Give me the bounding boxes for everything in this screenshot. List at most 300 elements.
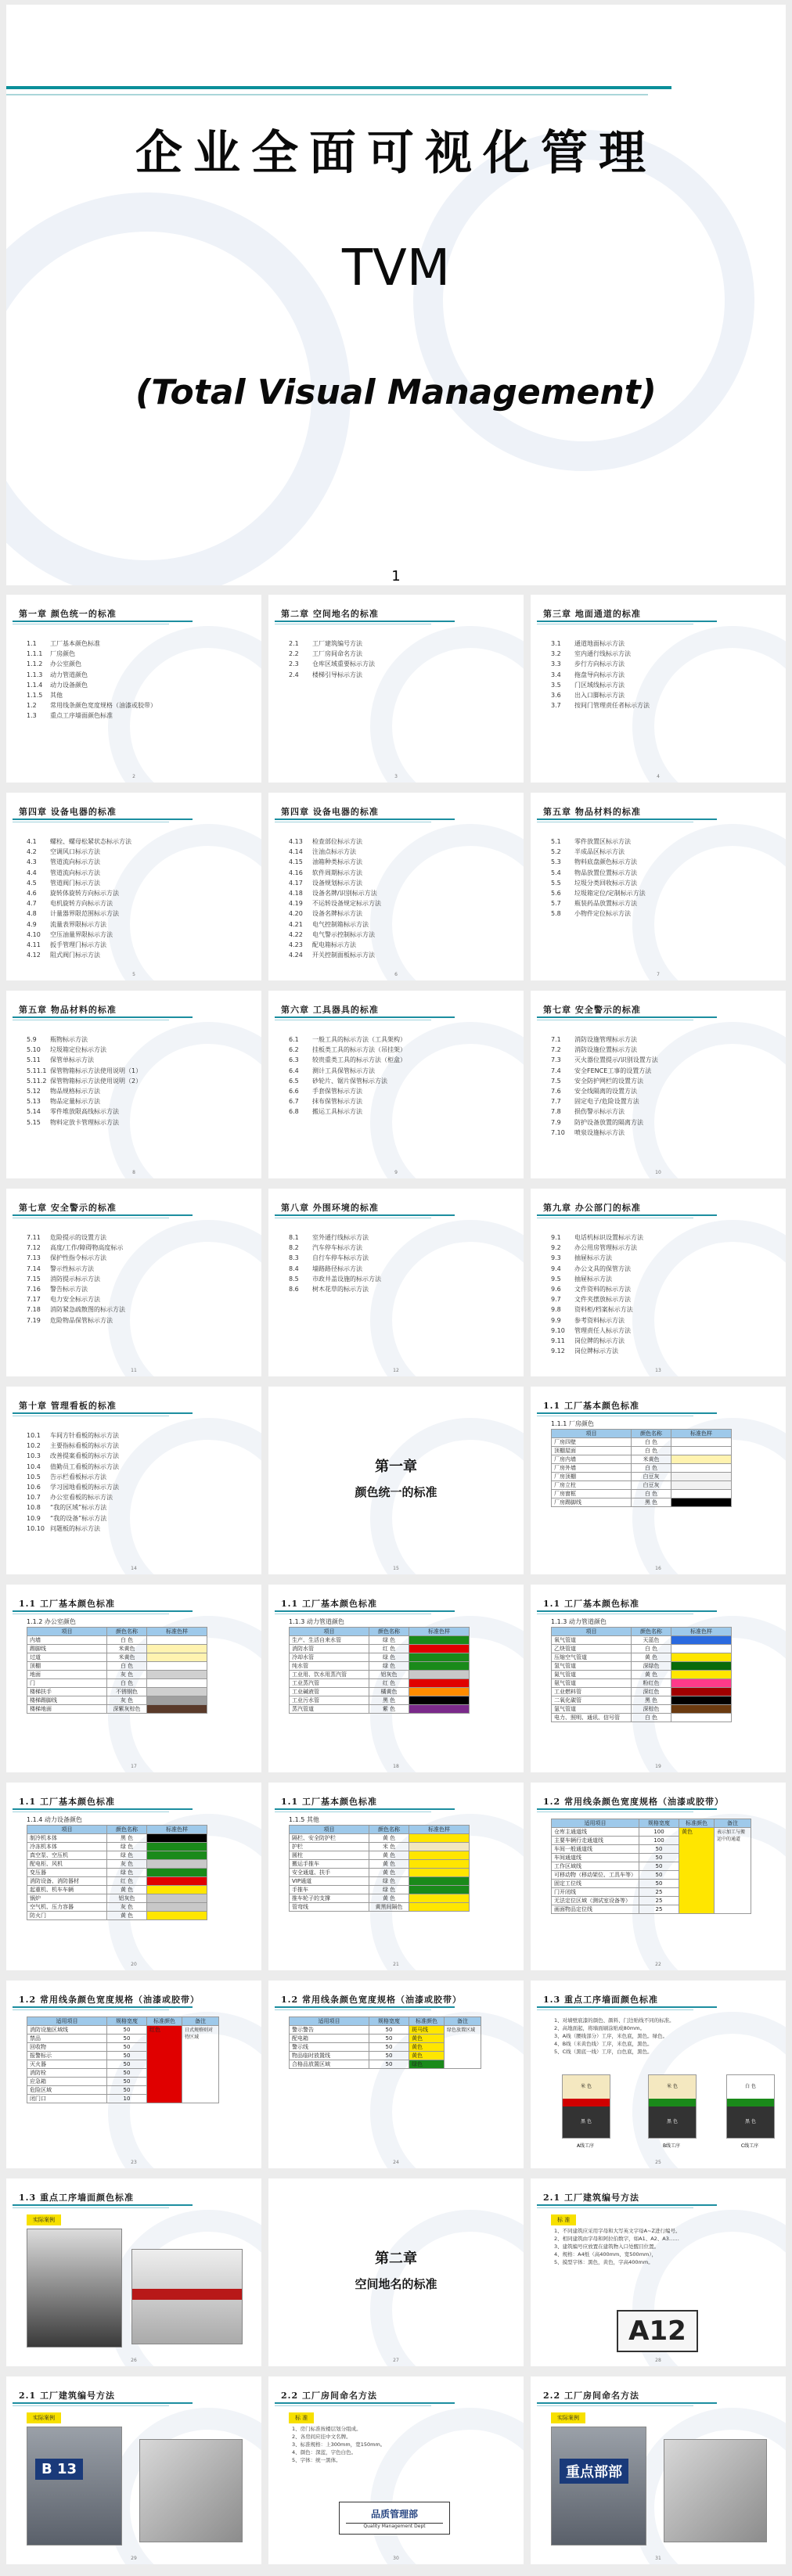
cell-item: 氨气管道: [552, 1679, 632, 1688]
toc-number: 5.2: [551, 848, 561, 856]
slide: [6, 1387, 261, 1574]
cell-swatch: [671, 1688, 732, 1696]
toc-label: 电气控制箱标示方法: [312, 920, 369, 928]
slide: [268, 2178, 524, 2366]
toc-item: [27, 888, 131, 898]
toc-label: 管道阀门标示方法: [50, 879, 100, 887]
cell-value: 黑 色: [632, 1696, 671, 1705]
toc-item: [27, 1451, 119, 1461]
table-row: [552, 1714, 732, 1722]
cell-value: 绿 色: [369, 1636, 409, 1645]
toc-item: [289, 908, 381, 919]
cell-item: 锅炉: [27, 1894, 107, 1903]
toc-label: 扳手管理门标示方法: [50, 941, 106, 949]
cell-item: 乙炔管道: [552, 1645, 632, 1653]
header-rule: [537, 2006, 717, 2008]
cell-swatch: [147, 1834, 207, 1843]
toc-number: 2.2: [289, 650, 299, 658]
cell-value: 天蓝色: [632, 1636, 671, 1645]
toc-item: [289, 1232, 381, 1243]
toc-item: [27, 639, 157, 649]
cell-value: 深紫灰棕色: [107, 1705, 147, 1714]
toc-item: [551, 680, 650, 690]
wall-band-stripe: [563, 2099, 610, 2106]
wall-band-label: 米 色: [649, 2075, 696, 2099]
toc-number: 3.1: [551, 640, 561, 647]
toc-label: 瓶物标示方法: [50, 1036, 88, 1043]
table-row: [27, 1688, 207, 1696]
column-header: 适用项目: [27, 2017, 107, 2026]
cell-item: 厂房顶棚: [552, 1473, 632, 1481]
toc-label: 砂轮片、锯片保管标示方法: [312, 1077, 387, 1085]
cell-value: 米黄色: [107, 1645, 147, 1653]
header-rule: [275, 1016, 455, 1018]
header-rule: [13, 1016, 193, 1018]
cell-item: 厂房内墙: [552, 1455, 632, 1464]
toc-label: 消防紧急疏散图的标示方法: [50, 1306, 125, 1314]
cell-value: 铝灰色: [107, 1894, 147, 1903]
header-rule: [13, 1214, 193, 1216]
toc-label: 垃圾箱定位/定制标示方法: [574, 890, 646, 898]
toc-item: [551, 888, 646, 898]
cell-item: 蒸汽管道: [290, 1705, 369, 1714]
cell-value: 深棕色: [632, 1705, 671, 1714]
cell-item: 楼梯地面: [27, 1705, 107, 1714]
table-row: [552, 1662, 732, 1671]
cell-item: 氮气管道: [552, 1671, 632, 1679]
toc-label: 设备名牌标示方法: [312, 910, 362, 918]
toc-label: 电话机标识设置标示方法: [574, 1234, 643, 1241]
toc-label: 设备名牌/识别标示方法: [312, 890, 377, 898]
toc-number: 5.8: [551, 910, 561, 918]
page-number: 27: [393, 2358, 399, 2363]
column-header: 颜色名称: [632, 1628, 671, 1636]
column-header: 颜色名称: [107, 1826, 147, 1834]
toc-number: 7.3: [551, 1056, 561, 1064]
toc-label: 物品放置位置标示方法: [574, 869, 637, 876]
toc-number: 4.5: [27, 879, 37, 887]
cell-value: 50: [369, 2060, 409, 2069]
cell-color: 黄色: [679, 1828, 715, 1914]
cell-swatch: [409, 1636, 470, 1645]
sign-text: 重点部部: [560, 2459, 628, 2484]
cell-value: 白 色: [632, 1490, 671, 1498]
toc-number: 4.24: [289, 952, 303, 959]
cell-swatch: [409, 1860, 470, 1869]
toc-label: 固定电子/危险设置方法: [574, 1098, 639, 1106]
steps-list: [292, 2425, 385, 2464]
slide: [6, 1585, 261, 1772]
toc-item: [27, 930, 131, 940]
slide-header: 1.2 常用线条颜色宽度规格（油漆或胶带）: [19, 1995, 200, 2005]
cell-item: 主要车辆行走通道线: [552, 1837, 639, 1845]
toc-number: 5.11: [27, 1056, 41, 1064]
slide: [6, 991, 261, 1178]
toc-item: [289, 898, 381, 908]
toc-label: 岗位牌的标示方法: [574, 1337, 625, 1345]
cell-item: 内墙: [27, 1636, 107, 1645]
column-header: 颜色名称: [369, 1826, 409, 1834]
toc-list: [551, 1034, 658, 1138]
toc-item: [289, 1086, 406, 1096]
toc-item: [289, 1106, 406, 1117]
toc-list: [551, 1232, 643, 1356]
cell-item: 厂房外墙: [552, 1464, 632, 1473]
column-header: 标准色样: [409, 1826, 470, 1834]
cell-item: 警示线: [290, 2043, 369, 2052]
cell-swatch: [409, 1886, 470, 1894]
toc-number: 6.7: [289, 1098, 299, 1106]
toc-label: 开关控制面板标示方法: [312, 952, 375, 959]
header-rule: [275, 1808, 455, 1810]
page-number: 9: [394, 1170, 398, 1175]
slide-header: 1.1 工厂基本颜色标准: [19, 1797, 115, 1807]
column-header: 标准颜色: [409, 2017, 445, 2026]
slide: [531, 2376, 786, 2564]
page-number: 5: [132, 972, 135, 977]
cell-item: 配电箱: [290, 2035, 369, 2043]
column-header: 标准色样: [409, 1628, 470, 1636]
column-header: 规格宽度: [369, 2017, 409, 2026]
toc-label: 改善提案看板的标示方法: [50, 1452, 119, 1460]
cell-value: 黄 色: [107, 1912, 147, 1920]
table-row: [27, 1671, 207, 1679]
table-row: [552, 1671, 732, 1679]
table-row: [27, 1843, 207, 1851]
toc-number: 7.13: [27, 1254, 41, 1262]
toc-number: 4.11: [27, 941, 41, 949]
toc-number: 8.4: [289, 1265, 299, 1272]
toc-label: 重点工序墙面颜色标准: [50, 712, 113, 720]
header-rule: [13, 1412, 193, 1414]
toc-item: [27, 711, 157, 721]
toc-label: 安全防护网栏的设置方法: [574, 1077, 643, 1085]
toc-number: 8.3: [289, 1254, 299, 1262]
toc-number: 4.17: [289, 879, 303, 887]
table-row: [290, 1679, 470, 1688]
cell-value: 黄 色: [107, 1886, 147, 1894]
toc-number: 9.11: [551, 1337, 565, 1345]
table-header-row: [552, 1430, 732, 1438]
table-header-row: [290, 1826, 470, 1834]
watermark-circle: [108, 1418, 261, 1574]
slide-header: 第十章 管理看板的标准: [19, 1401, 117, 1411]
toc-item: [551, 836, 646, 847]
toc-label: 抽屉标示方法: [574, 1254, 612, 1262]
cell-item: 顶棚: [27, 1662, 107, 1671]
table-row: [27, 1834, 207, 1843]
toc-label: 汽车停车标示方法: [312, 1244, 362, 1252]
table-row: [552, 1828, 751, 1837]
toc-list: [27, 836, 131, 960]
cell-item: 真空泵、空压机: [27, 1851, 107, 1860]
toc-label: 消防设施管理标示方法: [574, 1036, 637, 1043]
cell-swatch: [671, 1490, 732, 1498]
cell-swatch: [409, 1869, 470, 1877]
toc-number: 3.5: [551, 681, 561, 689]
toc-item: [289, 1274, 381, 1284]
slide-header: 2.2 工厂房间命名方法: [281, 2391, 377, 2401]
cell-item: 搬运手推车: [290, 1860, 369, 1869]
toc-number: 3.2: [551, 650, 561, 658]
toc-item: [551, 1086, 658, 1096]
slide: [6, 793, 261, 980]
page-number: 30: [393, 2556, 399, 2561]
toc-number: 3.7: [551, 702, 561, 710]
column-header: 项目: [290, 1826, 369, 1834]
cell-value: 50: [639, 1862, 679, 1871]
cell-swatch: [671, 1679, 732, 1688]
cell-item: 厂房踢脚线: [552, 1498, 632, 1507]
table-row: [552, 1447, 732, 1455]
toc-number: 4.8: [27, 910, 37, 918]
nameplate: [339, 2502, 450, 2535]
cell-swatch: [147, 1653, 207, 1662]
chapter-title: 空间地名的标准: [355, 2277, 437, 2291]
cell-value: 黑 色: [107, 1834, 147, 1843]
toc-item: [551, 857, 646, 867]
slide-header: 2.1 工厂建筑编号方法: [19, 2391, 115, 2401]
slide-header: 第四章 设备电器的标准: [19, 807, 117, 817]
header-rule: [275, 621, 455, 622]
cell-item: 氢气管道: [552, 1662, 632, 1671]
toc-item: [289, 1253, 381, 1263]
toc-label: 仓库区域重要标示方法: [312, 660, 375, 668]
toc-item: [27, 1274, 125, 1284]
toc-label: 防护设备放置的隔离方法: [574, 1118, 643, 1126]
toc-item: [27, 1284, 125, 1294]
cell-color: 斑马线: [409, 2026, 445, 2035]
toc-number: 9.5: [551, 1275, 561, 1283]
toc-number: 9.12: [551, 1347, 565, 1355]
slide: [268, 1783, 524, 1970]
toc-number: 6.2: [289, 1046, 299, 1054]
toc-item: [27, 1513, 119, 1524]
cover-abbr: TVM: [341, 239, 451, 297]
header-rule-thin: [537, 2405, 693, 2406]
toc-item: [551, 868, 646, 878]
cell-swatch: [671, 1447, 732, 1455]
cell-item: 禁品: [27, 2035, 107, 2043]
cell-value: 黄 色: [632, 1671, 671, 1679]
slide: [6, 1783, 261, 1970]
page-number: 21: [393, 1962, 399, 1967]
toc-number: 4.18: [289, 890, 303, 898]
table-header-row: [290, 1628, 470, 1636]
cell-value: 绿 色: [369, 1653, 409, 1662]
slide: [268, 1387, 524, 1574]
column-header: 备注: [445, 2017, 481, 2026]
toc-item: [289, 919, 381, 930]
cell-item: 冷却水管: [290, 1653, 369, 1662]
cell-value: 25: [639, 1888, 679, 1897]
toc-label: 小物件定位标示方法: [574, 910, 631, 918]
slide-header: 第七章 安全警示的标准: [543, 1005, 641, 1015]
toc-number: 5.6: [551, 890, 561, 898]
cell-value: 白豆灰: [632, 1473, 671, 1481]
toc-label: 动力设备颜色: [50, 681, 88, 689]
slide-header: 1.1 工厂基本颜色标准: [281, 1797, 377, 1807]
toc-number: 4.9: [27, 920, 37, 928]
toc-item: [289, 868, 381, 878]
toc-item: [551, 659, 650, 669]
slide: [531, 1189, 786, 1376]
page-number: 1: [391, 568, 401, 585]
table-row: [552, 1636, 732, 1645]
cell-item: 警示警告: [290, 2026, 369, 2035]
toc-number: 1.1.2: [27, 660, 43, 668]
cell-color: 黄色: [409, 2035, 445, 2043]
header-rule: [537, 1016, 717, 1018]
wall-sample: [648, 2074, 697, 2139]
cell-value: 粉红色: [632, 1679, 671, 1688]
photo: [551, 2427, 646, 2545]
toc-label: 物品规格标示方法: [50, 1088, 100, 1096]
toc-list: [27, 1232, 125, 1326]
toc-number: 1.2: [27, 702, 37, 710]
sign-text: B 13: [35, 2459, 83, 2480]
page-number: 17: [131, 1764, 137, 1769]
toc-label: 抹布保管标示方法: [312, 1098, 362, 1106]
toc-label: 楼梯引导标示方法: [312, 671, 362, 678]
step-item: 5、字体：统一黑体。: [292, 2457, 341, 2463]
cell-swatch: [409, 1688, 470, 1696]
toc-number: 9.7: [551, 1296, 561, 1304]
toc-label: 文件资料的标示方法: [574, 1286, 631, 1293]
slide-header: 第八章 外围环境的标准: [281, 1203, 379, 1213]
toc-label: 危险提示的设置方法: [50, 1234, 106, 1241]
cell-swatch: [671, 1705, 732, 1714]
column-header: 标准色样: [671, 1430, 732, 1438]
toc-item: [27, 1502, 119, 1513]
header-rule: [537, 1610, 717, 1612]
page-number: 25: [655, 2160, 661, 2165]
color-table: [289, 1627, 470, 1714]
toc-label: 自行车停车标示方法: [312, 1254, 369, 1262]
toc-item: [27, 1253, 125, 1263]
toc-item: [289, 847, 381, 857]
slide: [268, 793, 524, 980]
cell-item: 厂房窗框: [552, 1490, 632, 1498]
photo: [139, 2439, 243, 2542]
toc-number: 9.8: [551, 1306, 561, 1314]
cell-item: 护栏: [290, 1843, 369, 1851]
header-rule-thin: [13, 1811, 169, 1812]
header-rule-thin: [537, 2009, 693, 2010]
cell-item: 门: [27, 1679, 107, 1688]
toc-number: 9.3: [551, 1254, 561, 1262]
cell-value: 米黄色: [632, 1455, 671, 1464]
toc-item: [289, 1055, 406, 1065]
table-row: [27, 1912, 207, 1920]
toc-item: [289, 639, 375, 649]
wall-sample: [562, 2074, 610, 2139]
table-row: [290, 1843, 470, 1851]
column-header: 颜色名称: [369, 1628, 409, 1636]
toc-number: 5.15: [27, 1118, 41, 1126]
cell-value: 白豆灰: [632, 1481, 671, 1490]
cell-swatch: [409, 1645, 470, 1653]
cell-value: 绿 色: [369, 1662, 409, 1671]
slide-header: 第三章 地面通道的标准: [543, 609, 641, 619]
cell-item: 工业用、饮水用蒸汽管: [290, 1671, 369, 1679]
cell-value: 紫 色: [369, 1705, 409, 1714]
cell-item: 消防水管: [290, 1645, 369, 1653]
wall-caption: A线工序: [576, 2143, 595, 2149]
cell-value: 50: [639, 1871, 679, 1880]
toc-number: 3.3: [551, 660, 561, 668]
wall-band-stripe: [649, 2099, 696, 2106]
toc-label: 损伤警示标示方法: [574, 1108, 625, 1116]
toc-number: 10.2: [27, 1442, 41, 1450]
cell-value: 绿 色: [369, 1877, 409, 1886]
toc-label: 保管单标示方法: [50, 1056, 94, 1064]
cell-item: 车间通道线: [552, 1854, 639, 1862]
cell-item: 生产、生活自来水管: [290, 1636, 369, 1645]
toc-number: 4.15: [289, 858, 303, 866]
toc-item: [27, 898, 131, 908]
page-number: 10: [655, 1170, 661, 1175]
slide-header: 第七章 安全警示的标准: [19, 1203, 117, 1213]
nameplate-title: 品质管理部: [370, 2509, 418, 2520]
wall-band-stripe: [727, 2099, 774, 2106]
column-header: 项目: [27, 1826, 107, 1834]
toc-label: 参考资料标示方法: [574, 1316, 625, 1324]
column-header: 标准色样: [147, 1826, 207, 1834]
table-row: [552, 1653, 732, 1662]
slide: [268, 595, 524, 783]
header-bar-thin: [6, 94, 648, 95]
cell-item: 压缩空气管道: [552, 1653, 632, 1662]
header-rule: [537, 621, 717, 622]
toc-label: 其他: [50, 692, 63, 700]
header-rule: [537, 2402, 717, 2404]
cell-value: 灰 色: [107, 1696, 147, 1705]
sub-heading: 1.1.4 动力设备颜色: [27, 1816, 82, 1823]
toc-item: [551, 639, 650, 649]
table-row: [552, 1705, 732, 1714]
cell-item: 消防设施区域线: [27, 2026, 107, 2035]
watermark-circle: [370, 824, 524, 980]
toc-item: [551, 878, 646, 888]
cell-item: 踢脚线: [27, 1645, 107, 1653]
toc-label: 注油点标示方法: [312, 848, 356, 856]
page-number: 28: [655, 2358, 661, 2363]
table-row: [290, 1645, 470, 1653]
column-header: 标准颜色: [147, 2017, 182, 2026]
table-row: [290, 1894, 470, 1903]
toc-label: 半成品区标示方法: [574, 848, 625, 856]
column-header: 备注: [182, 2017, 219, 2026]
cell-item: 工业燃料管: [552, 1688, 632, 1696]
cell-swatch: [409, 1903, 470, 1912]
table-row: [290, 1671, 470, 1679]
toc-label: “我的设备”标示方法: [50, 1514, 107, 1522]
cell-item: 变压器: [27, 1869, 107, 1877]
toc-number: 10.3: [27, 1452, 41, 1460]
header-rule: [13, 2402, 193, 2404]
toc-list: [27, 1430, 119, 1534]
photo: [131, 2249, 243, 2344]
cell-value: 红 色: [369, 1679, 409, 1688]
slide: [268, 1981, 524, 2168]
table-row: [27, 1851, 207, 1860]
toc-item: [27, 690, 157, 700]
cell-swatch: [671, 1696, 732, 1705]
cell-item: 防火门: [27, 1912, 107, 1920]
wall-band-label: 黑 色: [727, 2106, 774, 2138]
toc-item: [27, 1264, 125, 1274]
